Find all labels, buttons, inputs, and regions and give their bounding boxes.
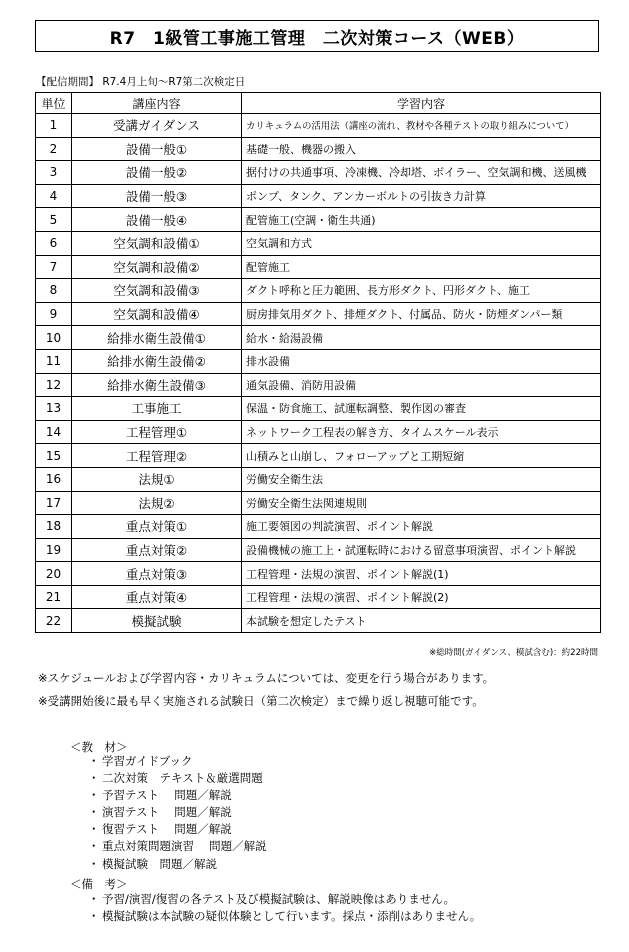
- bullet-mark: ・: [88, 909, 100, 924]
- material-text: 学習ガイドブック: [102, 754, 193, 768]
- learning-content: 配管施工: [242, 255, 601, 279]
- bullet-mark: ・: [88, 805, 100, 820]
- remark-text: 模擬試験は本試験の疑似体験として行います。採点・添削はありません。: [102, 909, 482, 924]
- table-row: [36, 161, 601, 185]
- learning-content: 設備機械の施工上・試運転時における留意事項演習、ポイント解説: [242, 538, 601, 562]
- material-item: [88, 821, 267, 838]
- bullet-mark: ・: [88, 822, 100, 837]
- page-title: [35, 20, 599, 52]
- unit-number: 15: [36, 444, 72, 468]
- course-topic: 重点対策①: [72, 515, 242, 539]
- bullet-mark: ・: [88, 839, 100, 854]
- course-topic: 重点対策④: [72, 585, 242, 609]
- unit-number: 14: [36, 420, 72, 444]
- unit-number: 4: [36, 184, 72, 208]
- bullet-mark: ・: [88, 892, 100, 906]
- table-row: [36, 397, 601, 421]
- course-topic: 空気調和設備④: [72, 302, 242, 326]
- unit-number: 3: [36, 161, 72, 185]
- table-row: [36, 184, 601, 208]
- table-row: [36, 467, 601, 491]
- total-hours-note: ※総時間(ガイダンス、模試含む)：約22時間: [429, 648, 598, 658]
- unit-number: 18: [36, 515, 72, 539]
- header-content: 学習内容: [242, 93, 601, 114]
- unit-number: 13: [36, 397, 72, 421]
- unit-number: 5: [36, 208, 72, 232]
- delivery-period: 【配信期間】 R7.4月上旬～R7第二次検定日: [36, 76, 246, 88]
- note-schedule-change: ※スケジュールおよび学習内容・カリキュラムについては、変更を行う場合があります。: [38, 671, 495, 685]
- header-unit: 単位: [36, 93, 72, 114]
- remark-item: [88, 908, 481, 925]
- learning-content: 基礎一般、機器の搬入: [242, 137, 601, 161]
- unit-number: 22: [36, 609, 72, 633]
- learning-content: 工程管理・法規の演習、ポイント解説(1): [242, 562, 601, 586]
- learning-content: 労働安全衛生法関連規則: [242, 491, 601, 515]
- unit-number: 7: [36, 255, 72, 279]
- table-row: [36, 255, 601, 279]
- learning-content: 厨房排気用ダクト、排煙ダクト、付属品、防火・防煙ダンパー類: [242, 302, 601, 326]
- remark-item: [88, 891, 481, 908]
- table-row: [36, 326, 601, 350]
- unit-number: 9: [36, 302, 72, 326]
- unit-number: 12: [36, 373, 72, 397]
- bullet-mark: ・: [88, 771, 100, 786]
- course-topic: 給排水衛生設備②: [72, 349, 242, 373]
- unit-number: 11: [36, 349, 72, 373]
- course-topic: 重点対策③: [72, 562, 242, 586]
- unit-number: 2: [36, 137, 72, 161]
- table-row: [36, 137, 601, 161]
- unit-number: 10: [36, 326, 72, 350]
- course-topic: 重点対策②: [72, 538, 242, 562]
- learning-content: 山積みと山崩し、フォローアップと工期短縮: [242, 444, 601, 468]
- unit-number: 17: [36, 491, 72, 515]
- course-topic: 給排水衛生設備①: [72, 326, 242, 350]
- table-row: [36, 609, 601, 633]
- note-viewing-period: ※受講開始後に最も早く実施される試験日（第二次検定）まで繰り返し視聴可能です。: [38, 694, 484, 708]
- learning-content: 据付けの共通事項、冷凍機、冷却塔、ボイラー、空気調和機、送風機: [242, 161, 601, 185]
- table-row: [36, 491, 601, 515]
- table-row: [36, 562, 601, 586]
- table-row: [36, 373, 601, 397]
- material-item: [88, 770, 267, 787]
- learning-content: ダクト呼称と圧力範囲、長方形ダクト、円形ダクト、施工: [242, 279, 601, 303]
- unit-number: 6: [36, 231, 72, 255]
- table-row: [36, 538, 601, 562]
- learning-content: 給水・給湯設備: [242, 326, 601, 350]
- table-row: [36, 231, 601, 255]
- learning-content: 工程管理・法規の演習、ポイント解説(2): [242, 585, 601, 609]
- course-topic: 空気調和設備②: [72, 255, 242, 279]
- learning-content: 本試験を想定したテスト: [242, 609, 601, 633]
- material-text: 重点対策問題演習 問題／解説: [102, 839, 267, 854]
- material-text: 模擬試験 問題／解説: [102, 856, 217, 871]
- course-topic: 給排水衛生設備③: [72, 373, 242, 397]
- table-row: [36, 349, 601, 373]
- course-topic: 設備一般③: [72, 184, 242, 208]
- learning-content: ポンプ、タンク、アンカーボルトの引抜き力計算: [242, 184, 601, 208]
- material-item: [88, 753, 267, 770]
- table-row: [36, 114, 601, 138]
- course-topic: 受講ガイダンス: [72, 114, 242, 138]
- remarks-heading: ＜備 考＞: [70, 877, 128, 891]
- table-row: [36, 279, 601, 303]
- course-topic: 法規①: [72, 467, 242, 491]
- course-topic: 設備一般④: [72, 208, 242, 232]
- material-item: [88, 856, 267, 873]
- unit-number: 20: [36, 562, 72, 586]
- remarks-list: [88, 891, 481, 925]
- table-row: [36, 302, 601, 326]
- table-row: [36, 420, 601, 444]
- learning-content: 空気調和方式: [242, 231, 601, 255]
- learning-content: カリキュラムの活用法（講座の流れ、教材や各種テストの取り組みについて）: [242, 114, 601, 138]
- course-topic: 工程管理①: [72, 420, 242, 444]
- table-row: [36, 444, 601, 468]
- course-topic: 工程管理②: [72, 444, 242, 468]
- learning-content: 通気設備、消防用設備: [242, 373, 601, 397]
- course-topic: 空気調和設備③: [72, 279, 242, 303]
- bullet-mark: ・: [88, 788, 100, 803]
- unit-number: 8: [36, 279, 72, 303]
- unit-number: 19: [36, 538, 72, 562]
- material-text: 復習テスト 問題／解説: [102, 822, 232, 837]
- table-row: [36, 515, 601, 539]
- unit-number: 21: [36, 585, 72, 609]
- remark-text: 予習/演習/復習の各テスト及び模擬試験は、解説映像はありません。: [102, 892, 455, 906]
- learning-content: 保温・防食施工、試運転調整、製作図の審査: [242, 397, 601, 421]
- page-title-text: R7 1級管工事施工管理 二次対策コース（WEB）: [109, 28, 525, 49]
- materials-list: [88, 753, 267, 873]
- unit-number: 16: [36, 467, 72, 491]
- table-row: [36, 208, 601, 232]
- course-topic: 法規②: [72, 491, 242, 515]
- material-text: 予習テスト 問題／解説: [102, 788, 232, 803]
- bullet-mark: ・: [88, 754, 100, 768]
- learning-content: 施工要領図の判読演習、ポイント解説: [242, 515, 601, 539]
- table-header-row: [36, 93, 601, 114]
- course-topic: 設備一般②: [72, 161, 242, 185]
- course-topic: 空気調和設備①: [72, 231, 242, 255]
- learning-content: 労働安全衛生法: [242, 467, 601, 491]
- curriculum-table: [35, 92, 601, 633]
- bullet-mark: ・: [88, 856, 100, 871]
- material-item: [88, 838, 267, 855]
- course-topic: 模擬試験: [72, 609, 242, 633]
- material-text: 演習テスト 問題／解説: [102, 805, 232, 820]
- materials-heading: ＜教 材＞: [70, 740, 128, 754]
- course-topic: 設備一般①: [72, 137, 242, 161]
- material-item: [88, 804, 267, 821]
- unit-number: 1: [36, 114, 72, 138]
- learning-content: ネットワーク工程表の解き方、タイムスケール表示: [242, 420, 601, 444]
- material-item: [88, 787, 267, 804]
- table-row: [36, 585, 601, 609]
- learning-content: 排水設備: [242, 349, 601, 373]
- learning-content: 配管施工(空調・衛生共通): [242, 208, 601, 232]
- material-text: 二次対策 テキスト＆厳選問題: [102, 771, 263, 786]
- course-topic: 工事施工: [72, 397, 242, 421]
- header-topic: 講座内容: [72, 93, 242, 114]
